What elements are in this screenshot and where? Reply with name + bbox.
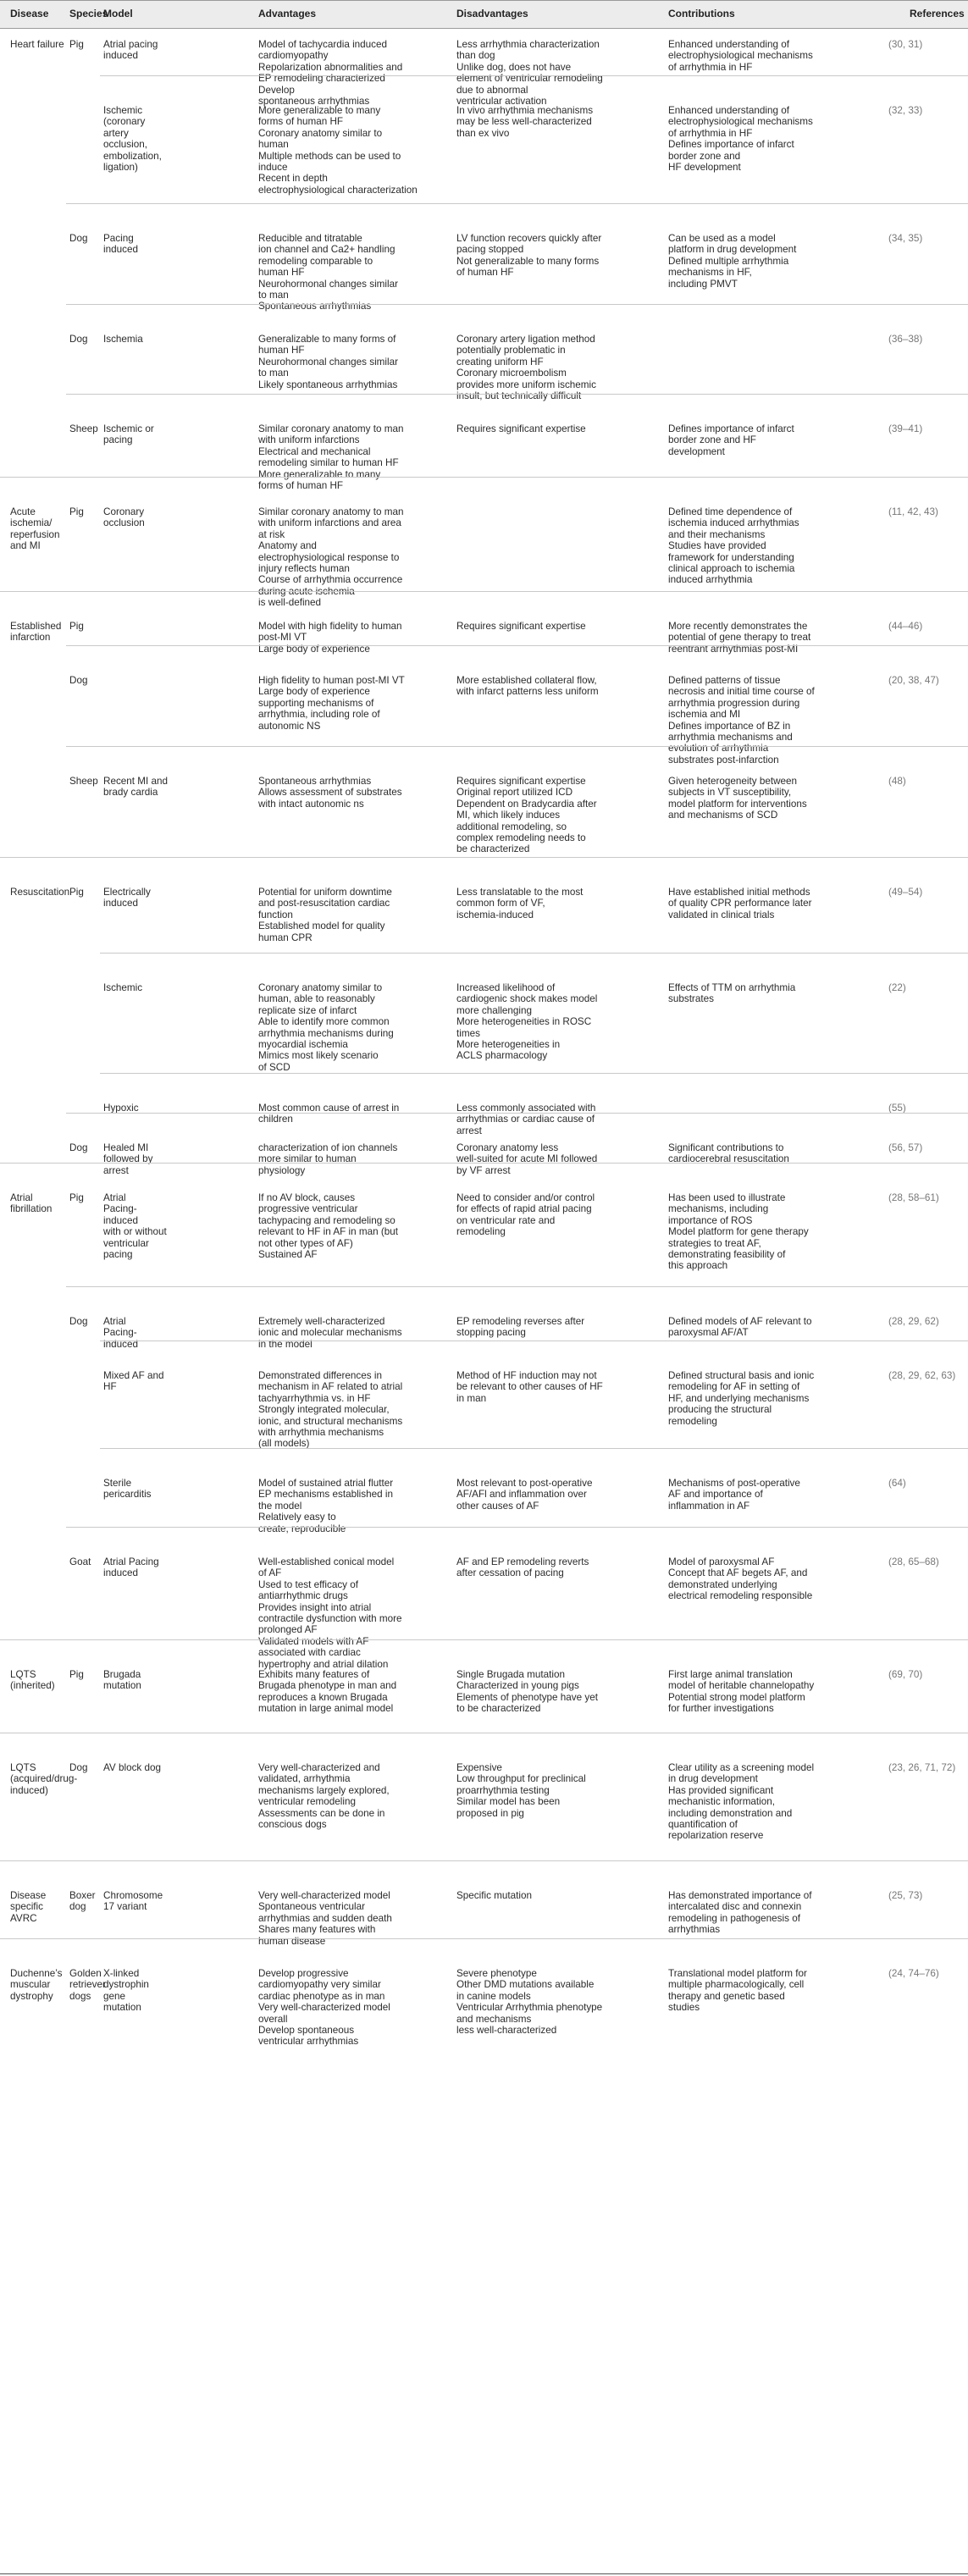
cell-advantages: If no AV block, causes progressive ventricular tachypacing and remodeling so relevant to HF in AF in man (but not other types of AF) Sustained AF bbox=[258, 1192, 398, 1261]
cell-advantages: Extremely well-characterized ionic and molecular mechanisms in the model bbox=[258, 1316, 402, 1350]
cell-advantages: Generalizable to many forms of human HF Neurohormonal changes similar to man Likely spontaneous arrhythmias bbox=[258, 334, 399, 390]
row-separator bbox=[66, 304, 968, 305]
cell-species: Boxer dog bbox=[69, 1890, 96, 1913]
cell-disease: Disease specific AVRC bbox=[10, 1890, 47, 1924]
cell-advantages: Similar coronary anatomy to man with uniform infarctions Electrical and mechanical remodeling similar to human HF More generalizable to many forms of human HF bbox=[258, 423, 404, 492]
cell-model: X-linked dystrophin gene mutation bbox=[103, 1968, 149, 2014]
cell-species: Dog bbox=[69, 334, 88, 345]
cell-advantages: Very well-characterized and validated, arrhythmia mechanisms largely explored, ventricular remodeling Assessments can be done in conscious dogs bbox=[258, 1762, 390, 1831]
cell-contributions: First large animal translation model of heritable channelopathy Potential strong model platform for further investigations bbox=[668, 1669, 815, 1715]
cell-species: Pig bbox=[69, 887, 84, 898]
cell-advantages: Demonstrated differences in mechanism in AF related to atrial tachyarrhythmia vs. in HF Strongly integrated molecular, ionic, and structural mechanisms with arrhythmia mechanisms (all models) bbox=[258, 1370, 403, 1450]
cell-species: Dog bbox=[69, 1316, 88, 1327]
cell-disadvantages: EP remodeling reverses after stopping pacing bbox=[456, 1316, 585, 1339]
cell-advantages: Very well-characterized model Spontaneous ventricular arrhythmias and sudden death Shares many features with human disease bbox=[258, 1890, 392, 1947]
cell-contributions: Mechanisms of post-operative AF and importance of inflammation in AF bbox=[668, 1478, 800, 1512]
cell-references: (69, 70) bbox=[888, 1669, 923, 1680]
cell-model: Chromosome 17 variant bbox=[103, 1890, 163, 1913]
cell-disease: Atrial fibrillation bbox=[10, 1192, 53, 1215]
cell-contributions: Clear utility as a screening model in drug development Has provided significant mechanistic information, including demonstration and quantification of repolarization reserve bbox=[668, 1762, 815, 1842]
cell-contributions: Defined time dependence of ischemia induced arrhythmias and their mechanisms Studies have provided framework for understanding clinical approach to ischemia induced arrhythmia bbox=[668, 506, 799, 586]
cell-model: Pacing induced bbox=[103, 233, 138, 256]
cell-contributions: Enhanced understanding of electrophysiological mechanisms of arrhythmia in HF Defines importance of infarct border zone and HF development bbox=[668, 105, 813, 174]
header-model: Model bbox=[103, 8, 133, 19]
row-separator bbox=[0, 1639, 968, 1640]
cell-model: Electrically induced bbox=[103, 887, 151, 909]
cell-disadvantages: Severe phenotype Other DMD mutations available in canine models Ventricular Arrhythmia phenotype and mechanisms less well-characterized bbox=[456, 1968, 603, 2037]
cell-advantages: Model of sustained atrial flutter EP mechanisms established in the model Relatively easy to create, reproducible bbox=[258, 1478, 394, 1534]
cell-species: Pig bbox=[69, 506, 84, 517]
row-separator bbox=[100, 1073, 968, 1074]
cell-advantages: characterization of ion channels more similar to human physiology bbox=[258, 1142, 398, 1176]
cell-references: (44–46) bbox=[888, 621, 923, 632]
row-separator bbox=[66, 1286, 968, 1287]
row-separator bbox=[100, 1448, 968, 1449]
cell-advantages: Coronary anatomy similar to human, able to reasonably replicate size of infarct Able to identify more common arrhythmia mechanisms during myocardial ischemia Mimics most likely scenario of SCD bbox=[258, 982, 394, 1073]
row-separator bbox=[100, 75, 968, 76]
header-rule bbox=[0, 28, 968, 29]
cell-references: (36–38) bbox=[888, 334, 923, 345]
header-disadvantages: Disadvantages bbox=[456, 8, 528, 19]
cell-contributions: Significant contributions to cardiocerebral resuscitation bbox=[668, 1142, 789, 1165]
cell-disadvantages: More established collateral flow, with infarct patterns less uniform bbox=[456, 675, 599, 698]
cell-disadvantages: Expensive Low throughput for preclinical proarrhythmia testing Similar model has been proposed in pig bbox=[456, 1762, 586, 1819]
cell-model: Ischemic or pacing bbox=[103, 423, 154, 446]
cell-species: Dog bbox=[69, 675, 88, 686]
cell-contributions: Defines importance of infarct border zone and HF development bbox=[668, 423, 794, 457]
cell-references: (28, 58–61) bbox=[888, 1192, 939, 1203]
cell-disease: Acute ischemia/ reperfusion and MI bbox=[10, 506, 60, 552]
cell-advantages: Spontaneous arrhythmias Allows assessment of substrates with intact autonomic ns bbox=[258, 776, 402, 810]
cell-model: Atrial Pacing-induced bbox=[103, 1316, 138, 1350]
cell-contributions: Defined structural basis and ionic remodeling for AF in setting of HF, and underlying mechanisms producing the structural remodeling bbox=[668, 1370, 815, 1427]
cell-model: Atrial Pacing induced bbox=[103, 1556, 159, 1579]
cell-model: Sterile pericarditis bbox=[103, 1478, 152, 1501]
cell-advantages: More generalizable to many forms of human HF Coronary anatomy similar to human Multiple methods can be used to induce Recent in depth electrophysiological characterization bbox=[258, 105, 418, 196]
cell-disadvantages: LV function recovers quickly after pacing stopped Not generalizable to many forms of human HF bbox=[456, 233, 602, 279]
cell-references: (11, 42, 43) bbox=[888, 506, 938, 517]
cell-model: Atrial Pacing-induced with or without ventricular pacing bbox=[103, 1192, 167, 1261]
cell-disadvantages: Increased likelihood of cardiogenic shock makes model more challenging More heterogeneities in ROSC times More heterogeneities in ACLS pharmacology bbox=[456, 982, 598, 1062]
cell-references: (30, 31) bbox=[888, 39, 923, 50]
cell-contributions: Enhanced understanding of electrophysiological mechanisms of arrhythmia in HF bbox=[668, 39, 813, 73]
cell-advantages: Model with high fidelity to human post-MI VT Large body of experience bbox=[258, 621, 402, 655]
cell-model: Coronary occlusion bbox=[103, 506, 145, 529]
cell-disease: LQTS (acquired/drug- induced) bbox=[10, 1762, 78, 1796]
cell-disadvantages: Need to consider and/or control for effects of rapid atrial pacing on ventricular rate and remodeling bbox=[456, 1192, 595, 1238]
cell-references: (20, 38, 47) bbox=[888, 675, 939, 686]
row-separator bbox=[0, 1163, 968, 1164]
table-bottom-rule bbox=[0, 2573, 968, 2574]
cell-references: (28, 65–68) bbox=[888, 1556, 939, 1567]
cell-disadvantages: Coronary anatomy less well-suited for acute MI followed by VF arrest bbox=[456, 1142, 598, 1176]
row-separator bbox=[66, 394, 968, 395]
cell-contributions: Effects of TTM on arrhythmia substrates bbox=[668, 982, 796, 1005]
row-separator bbox=[0, 1860, 968, 1861]
cell-contributions: Have established initial methods of quality CPR performance later validated in clinical trials bbox=[668, 887, 812, 920]
cell-advantages: Exhibits many features of Brugada phenotype in man and reproduces a known Brugada mutation in large animal model bbox=[258, 1669, 397, 1715]
cell-references: (56, 57) bbox=[888, 1142, 923, 1153]
cell-disadvantages: Less commonly associated with arrhythmias or cardiac cause of arrest bbox=[456, 1103, 596, 1136]
cell-disadvantages: Coronary artery ligation method potentially problematic in creating uniform HF Coronary microembolism provides more uniform ischemic insult, but technically difficult bbox=[456, 334, 596, 402]
cell-contributions: Has demonstrated importance of intercalated disc and connexin remodeling in pathogenesis of arrhythmias bbox=[668, 1890, 812, 1936]
cell-advantages: Potential for uniform downtime and post-resuscitation cardiac function Established model for quality human CPR bbox=[258, 887, 392, 943]
row-separator bbox=[0, 477, 968, 478]
cell-references: (34, 35) bbox=[888, 233, 923, 244]
cell-species: Golden retriever dogs bbox=[69, 1968, 106, 2002]
row-separator bbox=[0, 1938, 968, 1939]
cell-species: Pig bbox=[69, 1192, 84, 1203]
row-separator bbox=[0, 591, 968, 592]
cell-references: (22) bbox=[888, 982, 906, 993]
cell-species: Goat bbox=[69, 1556, 91, 1567]
row-separator bbox=[100, 953, 968, 954]
cell-advantages: Reducible and titratable ion channel and Ca2+ handling remodeling comparable to human HF Neurohormonal changes similar to man Spontaneous arrhythmias bbox=[258, 233, 399, 312]
cell-advantages: Well-established conical model of AF Used to test efficacy of antiarrhythmic drugs Provides insight into atrial contractile dysfunction with more prolonged AF Validated models with AF associated with cardiac hypertrophy and atrial dilation bbox=[258, 1556, 402, 1670]
table-top-rule bbox=[0, 0, 968, 1]
cell-disadvantages: Requires significant expertise Original report utilized ICD Dependent on Bradycardia after MI, which likely induces additional remodeling, so complex remodeling needs to be characterized bbox=[456, 776, 597, 855]
cell-model: Hypoxic bbox=[103, 1103, 139, 1114]
cell-contributions: More recently demonstrates the potential of gene therapy to treat reentrant arrhythmias post-MI bbox=[668, 621, 811, 655]
cell-model: Ischemia bbox=[103, 334, 143, 345]
cell-disadvantages: Method of HF induction may not be relevant to other causes of HF in man bbox=[456, 1370, 603, 1404]
cell-references: (28, 29, 62) bbox=[888, 1316, 939, 1327]
cell-references: (64) bbox=[888, 1478, 906, 1489]
header-species: Species bbox=[69, 8, 108, 19]
cell-disadvantages: Requires significant expertise bbox=[456, 621, 586, 632]
cell-references: (28, 29, 62, 63) bbox=[888, 1370, 956, 1381]
cell-disadvantages: Requires significant expertise bbox=[456, 423, 586, 434]
cell-species: Sheep bbox=[69, 776, 98, 787]
cell-contributions: Can be used as a model platform in drug development Defined multiple arrhythmia mechanisms in HF, including PMVT bbox=[668, 233, 797, 290]
cell-model: Mixed AF and HF bbox=[103, 1370, 164, 1393]
cell-model: Atrial pacing induced bbox=[103, 39, 158, 62]
row-separator bbox=[66, 1113, 968, 1114]
cell-species: Pig bbox=[69, 39, 84, 50]
cell-contributions: Given heterogeneity between subjects in VT susceptibility, model platform for interventions and mechanisms of SCD bbox=[668, 776, 807, 821]
header-references: References bbox=[910, 8, 965, 19]
cell-references: (32, 33) bbox=[888, 105, 923, 116]
cell-model: Ischemic bbox=[103, 982, 143, 993]
cell-contributions: Has been used to illustrate mechanisms, including importance of ROS Model platform for gene therapy strategies to treat AF, demonstrating feasibility of this approach bbox=[668, 1192, 809, 1272]
cell-species: Pig bbox=[69, 621, 84, 632]
header-advantages: Advantages bbox=[258, 8, 317, 19]
cell-disease: Duchenne’s muscular dystrophy bbox=[10, 1968, 63, 2002]
cell-references: (55) bbox=[888, 1103, 906, 1114]
cell-model: AV block dog bbox=[103, 1762, 162, 1773]
cell-references: (39–41) bbox=[888, 423, 923, 434]
cell-species: Dog bbox=[69, 1142, 88, 1153]
cell-contributions: Defined patterns of tissue necrosis and initial time course of arrhythmia progression during ischemia and MI Defines importance of BZ in arrhythmia mechanisms and evolution of arrhythmia substrates post-infarction bbox=[668, 675, 815, 766]
row-separator bbox=[66, 645, 968, 646]
cell-disadvantages: Less arrhythmia characterization than dog Unlike dog, does not have element of ventricular remodeling due to abnormal ventricular activation bbox=[456, 39, 603, 108]
header-disease: Disease bbox=[10, 8, 49, 19]
row-separator bbox=[66, 203, 968, 204]
cell-contributions: Model of paroxysmal AF Concept that AF begets AF, and demonstrated underlying electrical remodeling responsible bbox=[668, 1556, 813, 1602]
cell-references: (24, 74–76) bbox=[888, 1968, 939, 1979]
cell-advantages: Most common cause of arrest in children bbox=[258, 1103, 400, 1125]
cell-disadvantages: Specific mutation bbox=[456, 1890, 532, 1901]
cell-disadvantages: In vivo arrhythmia mechanisms may be less well-characterized than ex vivo bbox=[456, 105, 594, 139]
cell-advantages: Similar coronary anatomy to man with uniform infarctions and area at risk Anatomy and electrophysiological response to injury reflects human Course of arrhythmia occurrence during acute ischemia is well-defined bbox=[258, 506, 404, 609]
cell-contributions: Translational model platform for multiple pharmacologically, cell therapy and genetic based studies bbox=[668, 1968, 807, 2014]
cell-contributions: Defined models of AF relevant to paroxysmal AF/AT bbox=[668, 1316, 812, 1339]
cell-species: Dog bbox=[69, 233, 88, 244]
cell-model: Recent MI and brady cardia bbox=[103, 776, 169, 799]
row-separator bbox=[66, 1527, 968, 1528]
cell-species: Sheep bbox=[69, 423, 98, 434]
cell-advantages: Develop progressive cardiomyopathy very similar cardiac phenotype as in man Very well-characterized model overall Develop spontaneous ventricular arrhythmias bbox=[258, 1968, 390, 2048]
cell-disadvantages: Single Brugada mutation Characterized in young pigs Elements of phenotype have yet to be characterized bbox=[456, 1669, 598, 1715]
cell-disadvantages: AF and EP remodeling reverts after cessation of pacing bbox=[456, 1556, 589, 1579]
header-contributions: Contributions bbox=[668, 8, 735, 19]
cell-references: (49–54) bbox=[888, 887, 923, 898]
cell-advantages: High fidelity to human post-MI VT Large body of experience supporting mechanisms of arrhythmia, including role of autonomic NS bbox=[258, 675, 405, 732]
cell-disease: Heart failure bbox=[10, 39, 64, 50]
cell-model: Brugada mutation bbox=[103, 1669, 141, 1692]
cell-disease: LQTS (inherited) bbox=[10, 1669, 55, 1692]
row-separator bbox=[0, 857, 968, 858]
cell-species: Dog bbox=[69, 1762, 88, 1773]
cell-disadvantages: Less translatable to the most common form of VF, ischemia-induced bbox=[456, 887, 584, 920]
cell-species: Pig bbox=[69, 1669, 84, 1680]
cell-disease: Established infarction bbox=[10, 621, 62, 644]
row-separator bbox=[66, 746, 968, 747]
cell-references: (25, 73) bbox=[888, 1890, 923, 1901]
cell-disease: Resuscitation bbox=[10, 887, 70, 898]
cell-model: Ischemic (coronary artery occlusion, embolization, ligation) bbox=[103, 105, 162, 174]
cell-disadvantages: Most relevant to post-operative AF/AFl and inflammation over other causes of AF bbox=[456, 1478, 593, 1512]
cell-model: Healed MI followed by arrest bbox=[103, 1142, 153, 1176]
cell-references: (48) bbox=[888, 776, 906, 787]
cell-advantages: Model of tachycardia induced cardiomyopathy Repolarization abnormalities and EP remodeling characterized Develop spontaneous arrhythmias bbox=[258, 39, 403, 108]
cell-references: (23, 26, 71, 72) bbox=[888, 1762, 956, 1773]
